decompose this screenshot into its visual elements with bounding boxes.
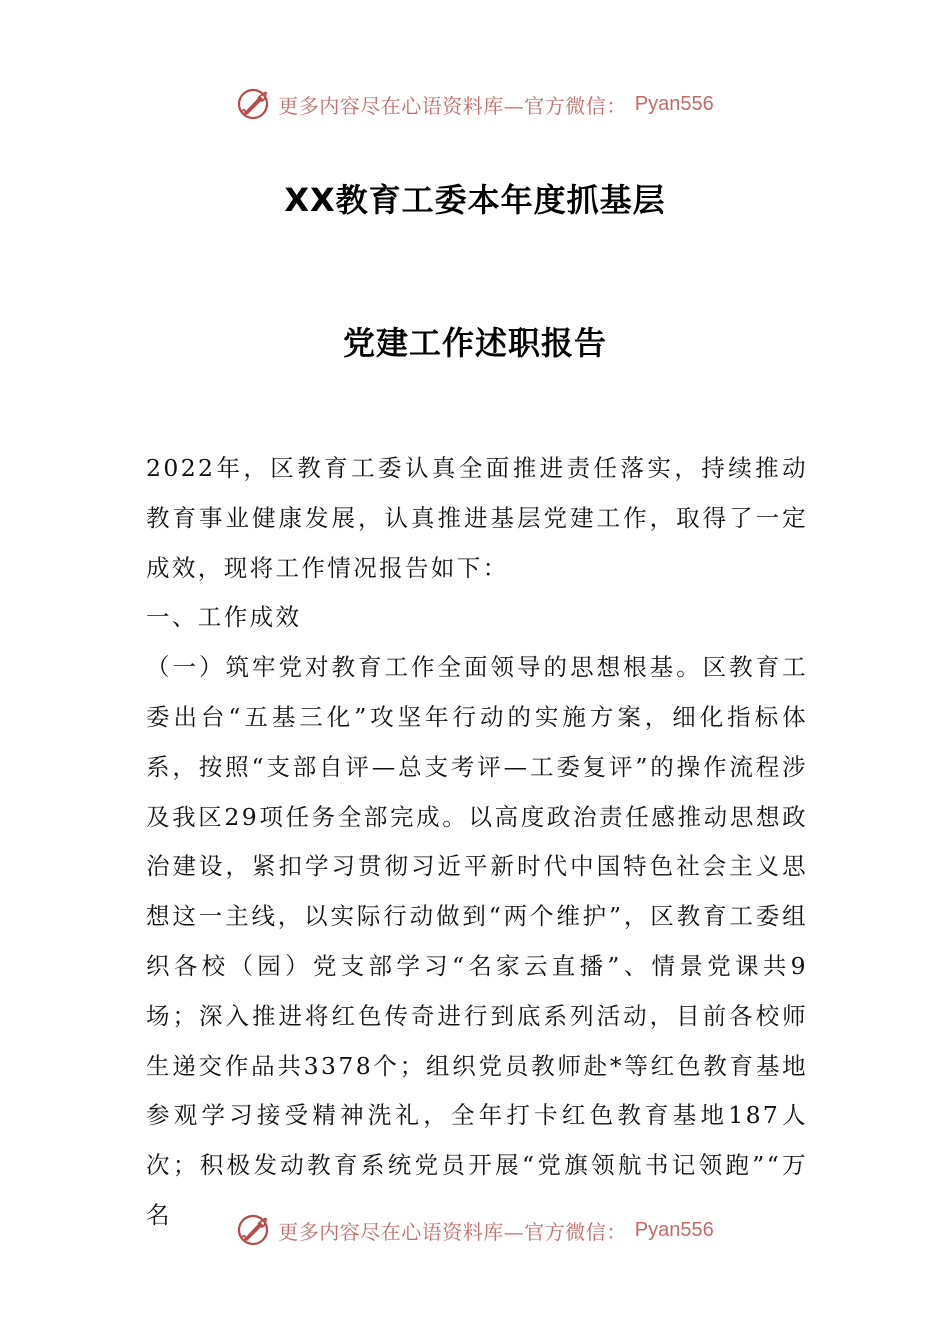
section-heading: 一、工作成效 bbox=[146, 603, 302, 632]
footer-watermark bbox=[0, 1210, 950, 1250]
header-watermark bbox=[0, 84, 950, 124]
document-body bbox=[146, 444, 808, 1241]
body-paragraph: （一）筑牢党对教育工作全面领导的思想根基。区教育工委出台“五基三化”攻坚年行动的实施方案，细化指标体系，按照“支部自评—总支考评—工委复评”的操作流程涉及我区29项任务全部完成。以高度政治责任感推动思想政治建设，紧扣学习贯彻习近平新时代中国特色社会主义思想这一主线，以实际行动做到“两个维护”，区教育工委组织各校（园）党支部学习“名家云直播”、情景党课共9场；深入推进将红色传奇进行到底系列活动，目前各校师生递交作品共3378个；组织党员教师赴*等红色教育基地参观学习接受精神洗礼，全年打卡红色教育基地187人次；积极发动教育系统党员开展“党旗领航书记领跑”“万名 bbox=[146, 653, 808, 1229]
watermark-handle: Pyan556 bbox=[634, 1218, 714, 1241]
watermark-text: 更多内容尽在心语资料库—官方微信： bbox=[278, 93, 627, 118]
document-title-line2: 党建工作述职报告 bbox=[342, 324, 607, 362]
intro-paragraph: 2022年，区教育工委认真全面推进责任落实，持续推动教育事业健康发展，认真推进基层党建工作，取得了一定成效，现将工作情况报告如下： bbox=[146, 454, 808, 582]
watermark-text: 更多内容尽在心语资料库—官方微信： bbox=[278, 1219, 627, 1244]
quill-logo-icon bbox=[236, 1213, 270, 1247]
quill-logo-icon bbox=[236, 87, 270, 121]
document-title-line1: XX教育工委本年度抓基层 bbox=[284, 181, 666, 219]
watermark-handle: Pyan556 bbox=[634, 92, 714, 115]
